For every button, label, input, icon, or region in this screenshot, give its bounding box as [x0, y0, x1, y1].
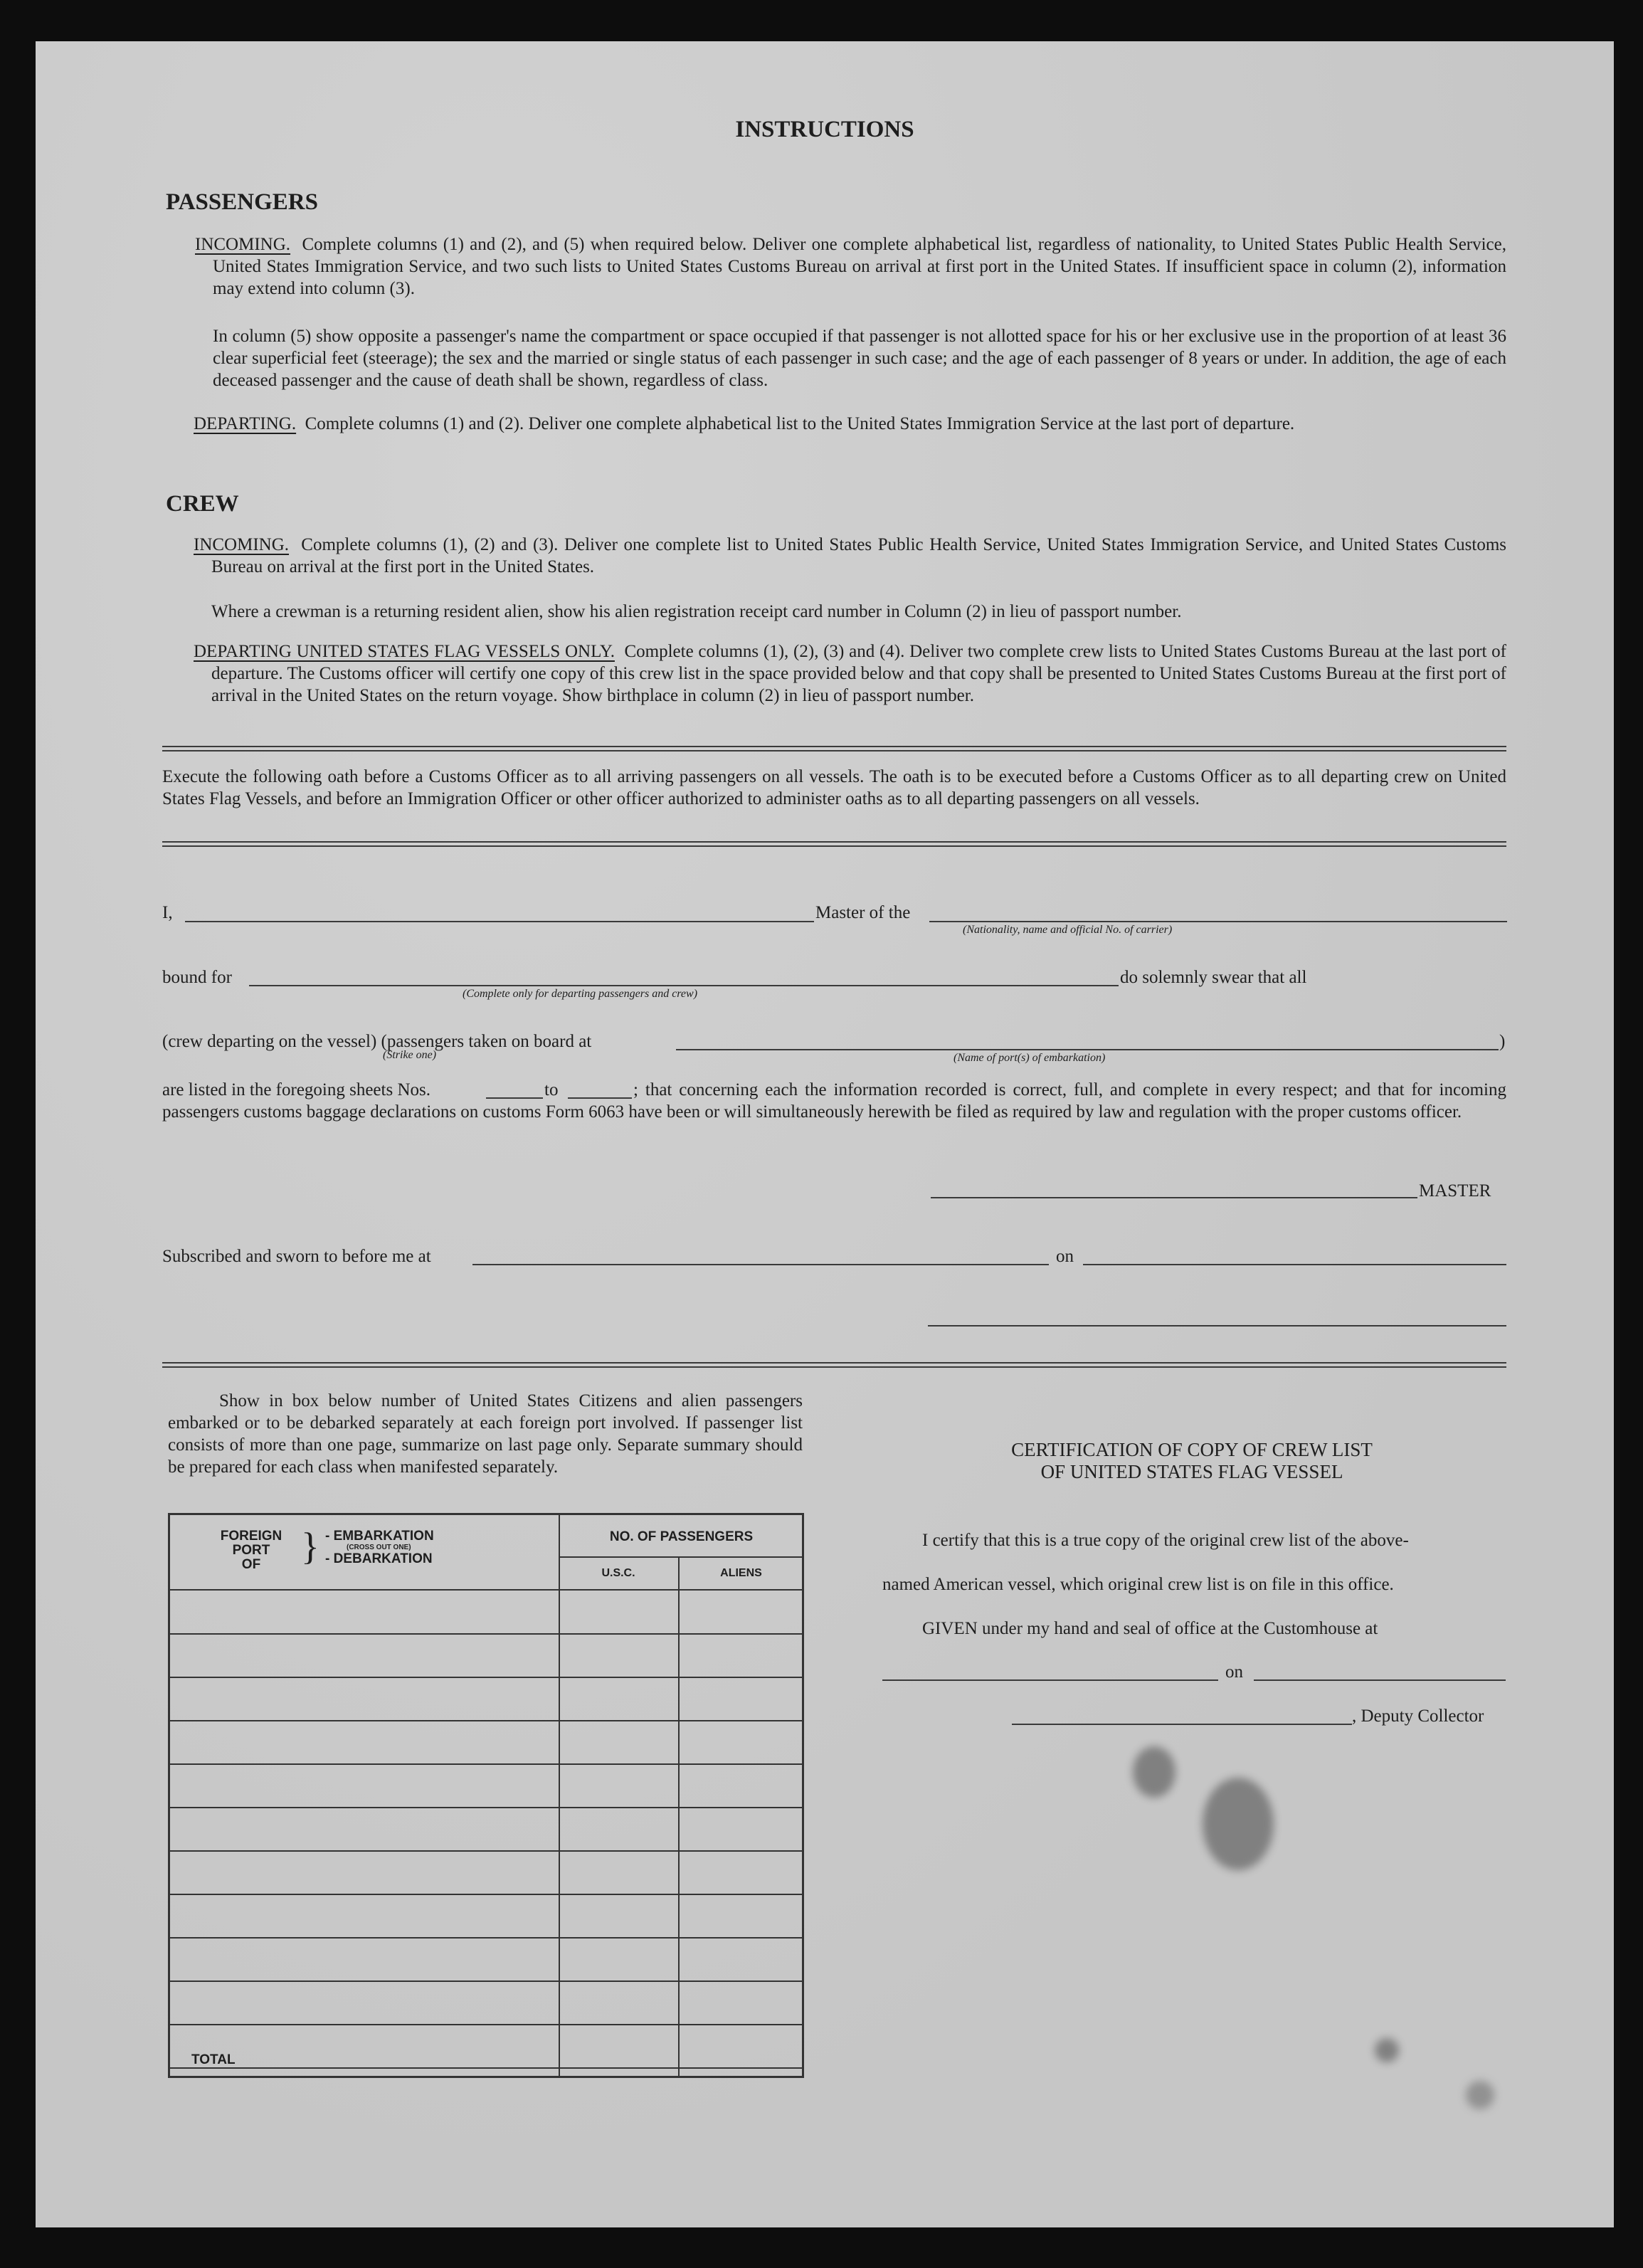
header-embarkation: - EMBARKATION	[325, 1529, 434, 1544]
deputy-signature-field[interactable]	[1012, 1724, 1352, 1725]
header-cross-out-one: (CROSS OUT ONE)	[347, 1544, 411, 1551]
subscribed-place-field[interactable]	[472, 1264, 1049, 1265]
table-row-line	[170, 1850, 802, 1852]
listed-b-text: ; that concerning each the information recorded is correct, full, and complete in every respect; and that for incoming passengers customs baggage declarations on customs Form 6063 have been or will simultaneously herewith be filed as required by law and regulation with the proper customs officer.	[162, 1080, 1506, 1122]
carrier-field[interactable]	[929, 921, 1507, 922]
subscribed-label: Subscribed and sworn to before me at	[162, 1247, 431, 1266]
strike-one-caption: (Strike one)	[383, 1049, 437, 1061]
form-page	[36, 41, 1614, 2227]
divider	[162, 841, 1506, 847]
embarkation-header	[325, 1529, 434, 1566]
oath-instruction: Execute the following oath before a Customs Officer as to all arriving passengers on all vessels. The oath is to be executed before a Customs Officer as to all departing crew on United States Flag Vessels, and before an Immigration Officer or other officer authorized to administer oaths as to all departing passengers on all vessels.	[162, 767, 1506, 808]
table-row-line	[170, 1677, 802, 1678]
page-title: INSTRUCTIONS	[735, 117, 914, 142]
ink-stain	[1203, 1778, 1274, 1870]
crew-passengers-label: (crew departing on the vessel) (passengers taken on board at	[162, 1032, 592, 1051]
ink-stain	[1466, 2081, 1494, 2109]
brace-icon: }	[301, 1525, 319, 1568]
table-row-line	[170, 1720, 802, 1721]
passengers-incoming-paragraph	[195, 233, 1506, 300]
crew-heading: CREW	[166, 491, 239, 517]
bound-for-label: bound for	[162, 968, 232, 987]
table-row-line	[170, 2024, 802, 2025]
crew-departing-text: Complete columns (1), (2), (3) and (4). Deliver two complete crew lists to United States Customs Bureau at the last port of departure. The Customs officer will certify one copy of this crew list in the space provided below and that copy shall be presented to United States Customs Bureau at the first port of arrival in the United States on the return voyage. Show birthplace in column (2) in lieu of passport number.	[211, 642, 1506, 705]
nationality-caption: (Nationality, name and official No. of carrier)	[963, 924, 1173, 936]
master-signature-field[interactable]	[931, 1197, 1417, 1198]
divider	[162, 1362, 1506, 1368]
usc-header: U.S.C.	[601, 1567, 635, 1579]
crew-incoming-text: Complete columns (1), (2) and (3). Deliver one complete list to United States Public Health Service, United States Immigration Service, and United States Customs Bureau on arrival at the first port in the United States.	[211, 535, 1507, 576]
oath-i-label: I,	[162, 903, 173, 922]
table-divider	[559, 1515, 560, 2076]
passengers-departing-text: Complete columns (1) and (2). Deliver one complete alphabetical list to the United States Immigration Service at the last port of departure.	[305, 414, 1295, 433]
certification-title-line1: CERTIFICATION OF COPY OF CREW LIST	[1011, 1439, 1373, 1460]
listed-a-label: are listed in the foregoing sheets Nos.	[162, 1080, 430, 1099]
to-label: to	[544, 1080, 559, 1099]
close-paren: )	[1499, 1032, 1506, 1051]
passengers-departing-paragraph	[194, 413, 1506, 435]
deputy-collector-label: , Deputy Collector	[1352, 1707, 1484, 1726]
table-row-line	[170, 1763, 802, 1765]
ink-stain	[1133, 1746, 1176, 1798]
table-divider	[559, 1556, 802, 1558]
do-solemnly-label: do solemnly swear that all	[1120, 968, 1307, 987]
header-debarkation: - DEBARKATION	[325, 1551, 433, 1566]
certify-line2: named American vessel, which original crew list is on file in this office.	[882, 1575, 1394, 1594]
header-of: OF	[241, 1557, 261, 1572]
crew-departing-paragraph	[194, 640, 1506, 707]
ink-stain	[1375, 2038, 1399, 2062]
crew-incoming-paragraph	[194, 534, 1506, 578]
total-label: TOTAL	[191, 2052, 236, 2067]
passengers-incoming-label: INCOMING.	[195, 235, 291, 254]
given-line: GIVEN under my hand and seal of office at the Customhouse at	[922, 1619, 1378, 1638]
table-row-line	[170, 2067, 802, 2069]
table-row-line	[170, 1894, 802, 1895]
header-foreign: FOREIGN	[220, 1529, 282, 1544]
aliens-header: ALIENS	[720, 1567, 762, 1579]
divider	[162, 746, 1506, 751]
header-port: PORT	[232, 1543, 270, 1558]
no-of-passengers-header: NO. OF PASSENGERS	[609, 1529, 754, 1544]
certify-line1: I certify that this is a true copy of the original crew list of the above-	[922, 1531, 1409, 1550]
embarkation-port-field[interactable]	[676, 1049, 1499, 1050]
table-header-border	[170, 1589, 802, 1591]
crew-resident-paragraph: Where a crewman is a returning resident alien, show his alien registration receipt card number in Column (2) in lieu of passport number.	[211, 602, 1182, 621]
passengers-departing-label: DEPARTING.	[194, 414, 297, 433]
foreign-port-header	[208, 1529, 294, 1572]
certification-on-label: on	[1225, 1662, 1243, 1682]
passengers-column5-paragraph: In column (5) show opposite a passenger's name the compartment or space occupied if that passenger is not allotted space for his or her exclusive use in the proportion of at least 36 clear superficial feet (steerage); the sex and the married or single status of each passenger in such case; and the age of each passenger of 8 years or under. In addition, the age of each deceased passenger and the cause of death shall be shown, regardless of class.	[213, 327, 1506, 390]
bound-for-field[interactable]	[249, 985, 1119, 986]
subscribed-date-field[interactable]	[1083, 1264, 1506, 1265]
passengers-incoming-text: Complete columns (1) and (2), and (5) when required below. Deliver one complete alphabetical list, regardless of nationality, to United States Public Health Service, United States Immigration Service, and two such lists to United States Customs Bureau on arrival at first port in the United States. If insufficient space in column (2), information may extend into column (3).	[213, 235, 1507, 298]
crew-departing-label: DEPARTING UNITED STATES FLAG VESSELS ONLY.	[194, 642, 615, 661]
officer-signature-field[interactable]	[928, 1325, 1506, 1326]
table-row-line	[170, 1937, 802, 1939]
certification-title-line2: OF UNITED STATES FLAG VESSEL	[1040, 1461, 1343, 1482]
passengers-heading: PASSENGERS	[166, 189, 318, 215]
summary-instruction: Show in box below number of United States Citizens and alien passengers embarked or to be debarked separately at each foreign port involved. If passenger list consists of more than one page, summarize on last page only. Separate summary should be prepared for each class when manifested separately.	[168, 1391, 803, 1477]
table-row-line	[170, 1633, 802, 1635]
table-row-line	[170, 1980, 802, 1982]
table-row-line	[170, 1807, 802, 1808]
passenger-summary-table	[168, 1513, 804, 2078]
customhouse-field[interactable]	[882, 1679, 1218, 1681]
subscribed-on-label: on	[1056, 1247, 1074, 1266]
complete-only-caption: (Complete only for departing passengers and crew)	[463, 988, 698, 1000]
certification-title	[875, 1439, 1509, 1483]
master-label: MASTER	[1419, 1181, 1491, 1201]
master-name-field[interactable]	[185, 921, 814, 922]
master-of-the-label: Master of the	[815, 903, 911, 922]
ports-caption: (Name of port(s) of embarkation)	[953, 1052, 1106, 1064]
crew-incoming-label: INCOMING.	[194, 535, 290, 554]
certification-date-field[interactable]	[1254, 1679, 1506, 1681]
